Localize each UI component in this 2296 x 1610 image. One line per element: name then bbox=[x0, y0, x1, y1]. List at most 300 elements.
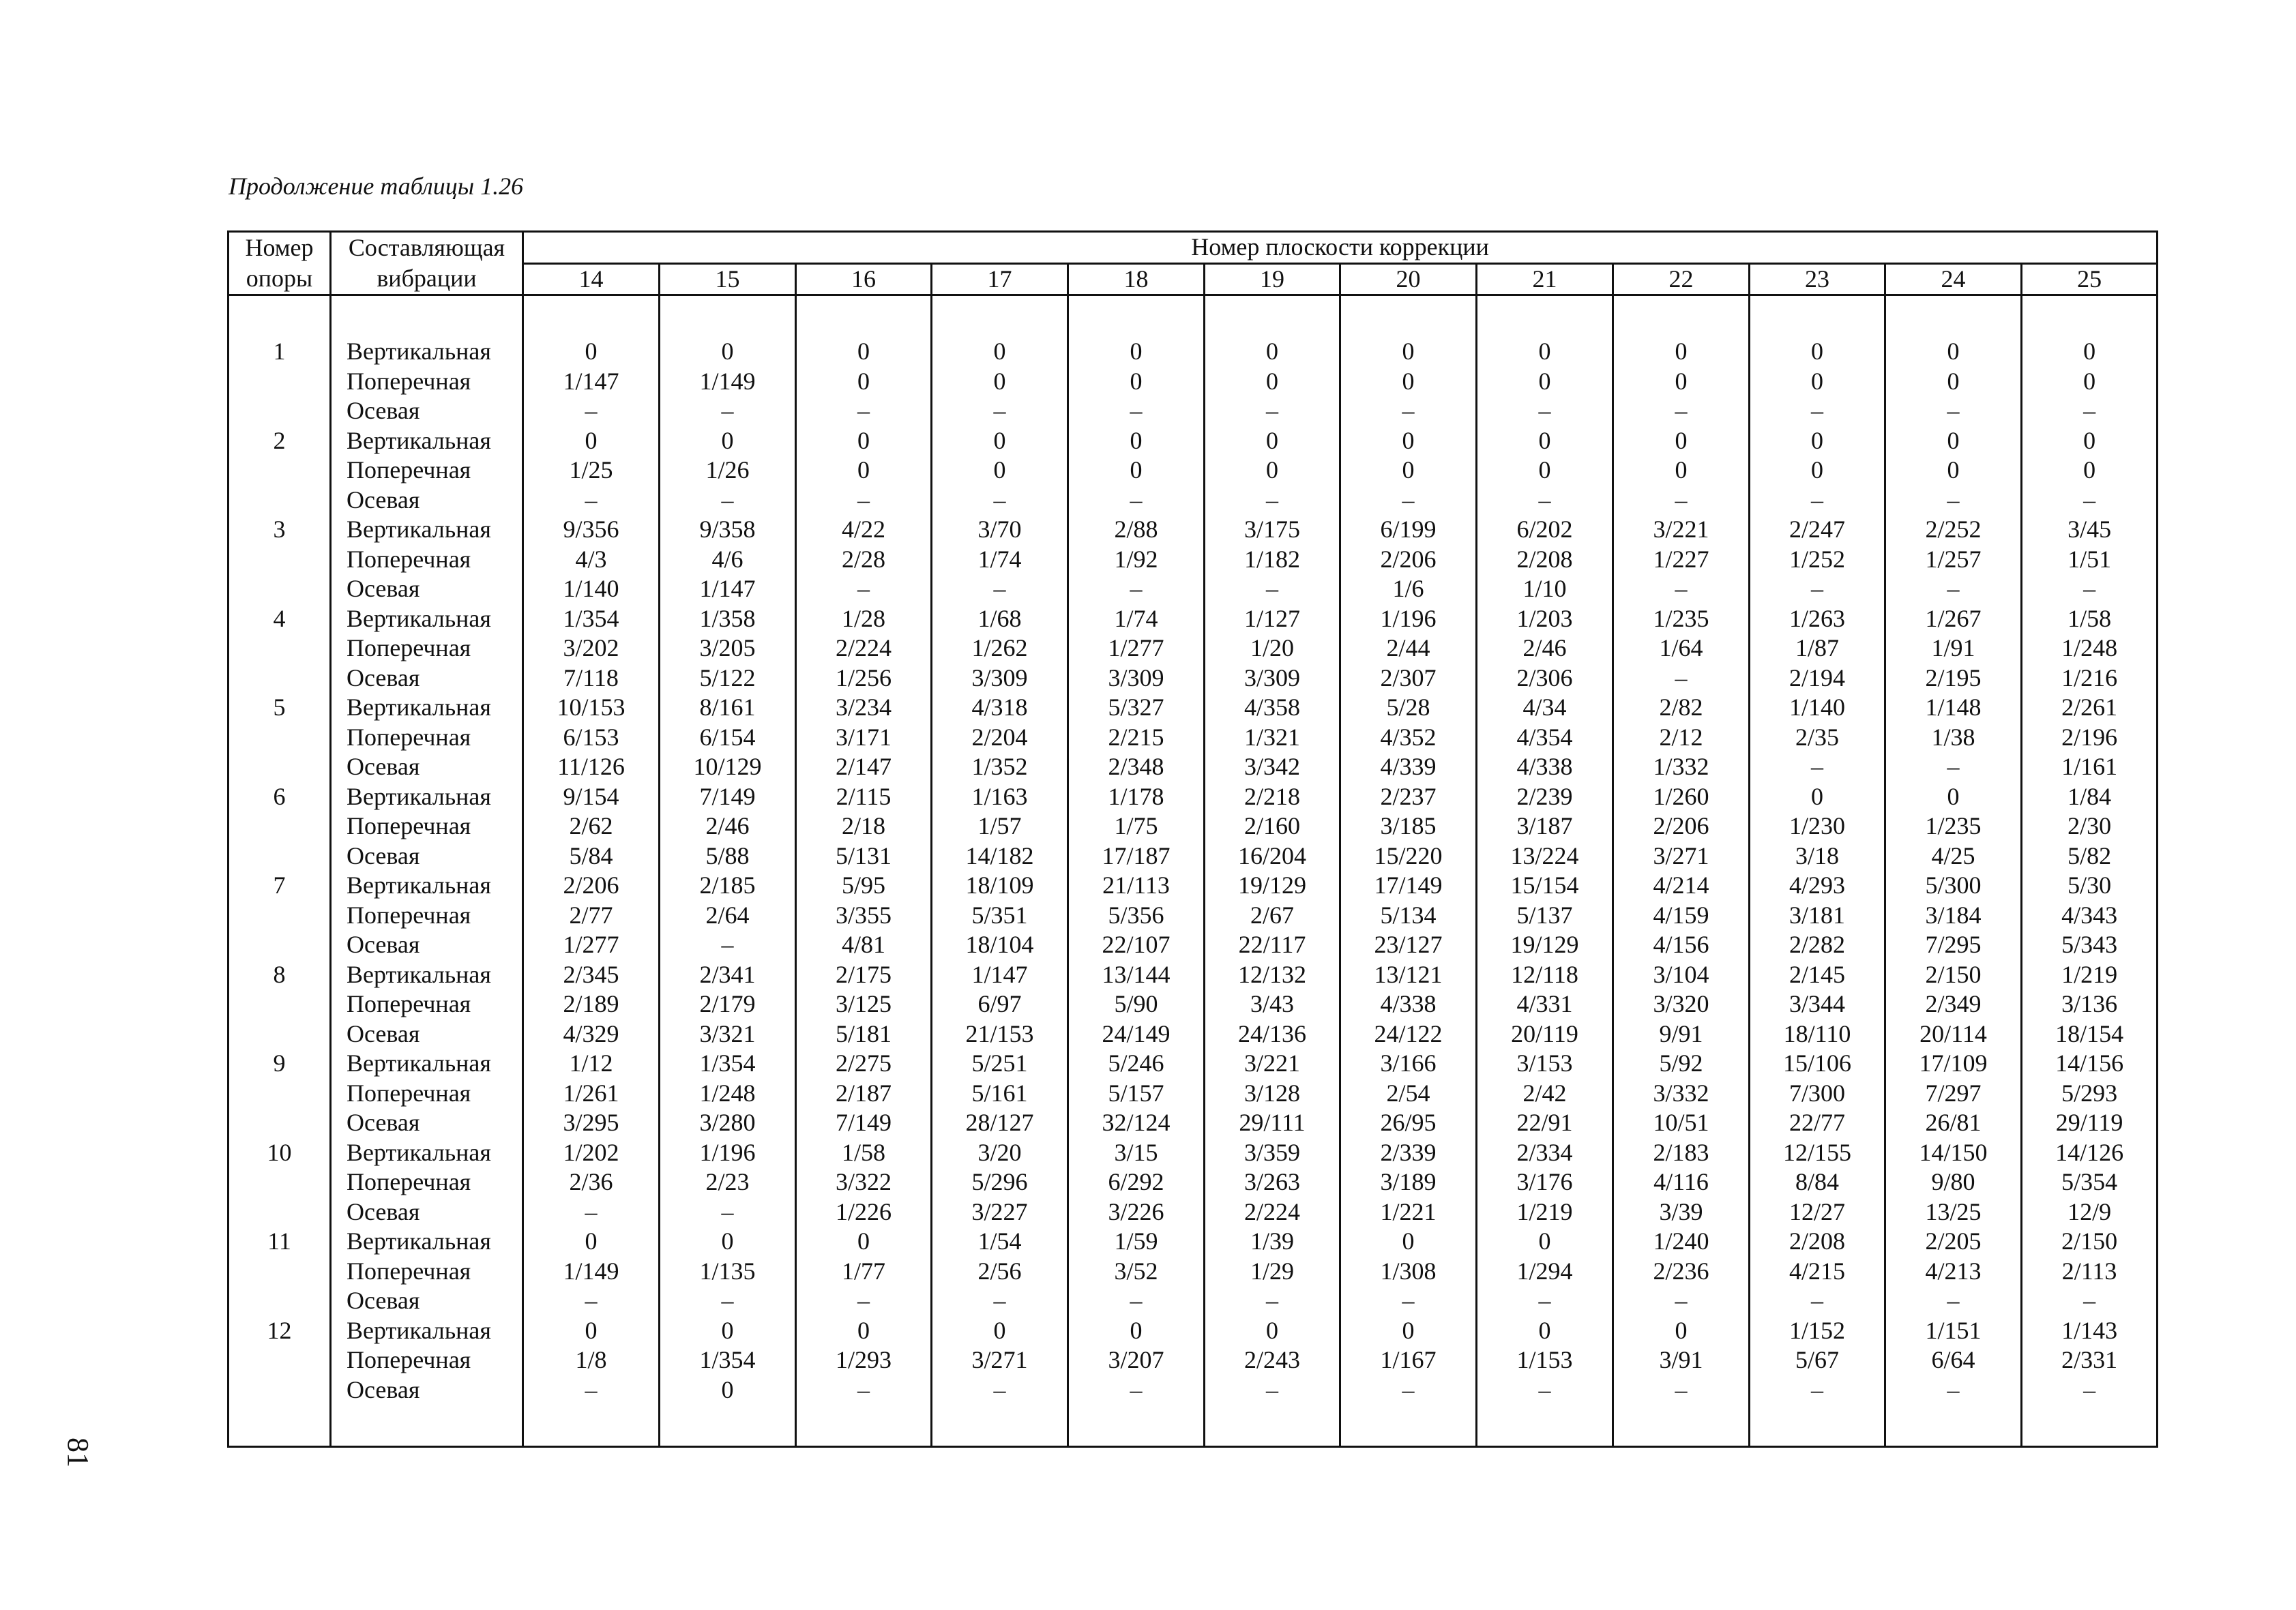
value-cell: 10/153 bbox=[523, 693, 660, 723]
value-cell: 0 bbox=[932, 1316, 1068, 1346]
value-cell: 3/181 bbox=[1750, 901, 1885, 931]
vibration-component-cell: Поперечная bbox=[331, 545, 523, 575]
support-number-cell bbox=[229, 811, 331, 841]
support-number-cell bbox=[229, 723, 331, 753]
vibration-component-cell: Осевая bbox=[331, 664, 523, 694]
value-cell: 2/175 bbox=[796, 960, 932, 990]
value-cell: 2/194 bbox=[1750, 664, 1885, 694]
value-cell: 0 bbox=[1613, 337, 1750, 367]
table-row bbox=[229, 1375, 2158, 1405]
value-cell: 11/126 bbox=[523, 752, 660, 782]
value-cell: 4/156 bbox=[1613, 930, 1750, 960]
value-cell: 4/25 bbox=[1885, 841, 2022, 871]
value-cell: 0 bbox=[1885, 456, 2022, 486]
value-cell: – bbox=[1205, 1375, 1340, 1405]
value-cell: 4/338 bbox=[1340, 989, 1477, 1019]
value-cell: 2/206 bbox=[523, 871, 660, 901]
value-cell: 3/20 bbox=[932, 1138, 1068, 1168]
table-row bbox=[229, 841, 2158, 871]
value-cell: 5/131 bbox=[796, 841, 932, 871]
value-cell: 3/45 bbox=[2022, 515, 2158, 545]
value-cell: – bbox=[1477, 486, 1613, 516]
support-number-cell bbox=[229, 1079, 331, 1109]
value-cell: 5/137 bbox=[1477, 901, 1613, 931]
vibration-component-cell: Осевая bbox=[331, 1108, 523, 1138]
value-cell: – bbox=[1613, 664, 1750, 694]
vibration-component-cell: Поперечная bbox=[331, 1345, 523, 1375]
value-cell: 1/151 bbox=[1885, 1316, 2022, 1346]
header-support-number: Номер bbox=[229, 232, 331, 264]
value-cell: – bbox=[2022, 396, 2158, 426]
value-cell: 0 bbox=[1477, 367, 1613, 397]
support-number-cell bbox=[229, 752, 331, 782]
value-cell: 0 bbox=[1613, 426, 1750, 456]
vibration-component-cell: Осевая bbox=[331, 1197, 523, 1227]
value-cell: – bbox=[796, 396, 932, 426]
value-cell: 0 bbox=[523, 337, 660, 367]
table-row bbox=[229, 1345, 2158, 1375]
value-cell: 3/189 bbox=[1340, 1167, 1477, 1197]
value-cell: 5/354 bbox=[2022, 1167, 2158, 1197]
table-row bbox=[229, 1167, 2158, 1197]
vibration-component-cell: Осевая bbox=[331, 1019, 523, 1049]
value-cell: 7/149 bbox=[796, 1108, 932, 1138]
value-cell: – bbox=[1885, 396, 2022, 426]
value-cell: 9/91 bbox=[1613, 1019, 1750, 1049]
value-cell: 4/331 bbox=[1477, 989, 1613, 1019]
table-row bbox=[229, 1257, 2158, 1287]
value-cell: 1/148 bbox=[1885, 693, 2022, 723]
header-plane-number: 14 bbox=[523, 263, 660, 295]
value-cell: 2/345 bbox=[523, 960, 660, 990]
value-cell: 24/149 bbox=[1068, 1019, 1205, 1049]
correction-plane-table bbox=[227, 230, 2158, 1448]
value-cell: 12/155 bbox=[1750, 1138, 1885, 1168]
value-cell: 24/122 bbox=[1340, 1019, 1477, 1049]
value-cell: 14/156 bbox=[2022, 1049, 2158, 1079]
value-cell: 3/91 bbox=[1613, 1345, 1750, 1375]
value-cell: 1/135 bbox=[660, 1257, 796, 1287]
value-cell: 3/43 bbox=[1205, 989, 1340, 1019]
value-cell: – bbox=[932, 1375, 1068, 1405]
value-cell: – bbox=[1750, 1375, 1885, 1405]
value-cell: – bbox=[1750, 396, 1885, 426]
value-cell: 1/74 bbox=[932, 545, 1068, 575]
value-cell: 0 bbox=[932, 456, 1068, 486]
value-cell: 4/318 bbox=[932, 693, 1068, 723]
value-cell: 0 bbox=[660, 1227, 796, 1257]
value-cell: 0 bbox=[1068, 1316, 1205, 1346]
value-cell: 5/161 bbox=[932, 1079, 1068, 1109]
value-cell: 1/167 bbox=[1340, 1345, 1477, 1375]
value-cell: 14/182 bbox=[932, 841, 1068, 871]
value-cell: 2/82 bbox=[1613, 693, 1750, 723]
value-cell: 2/306 bbox=[1477, 664, 1613, 694]
value-cell: 2/35 bbox=[1750, 723, 1885, 753]
value-cell: 1/308 bbox=[1340, 1257, 1477, 1287]
support-number-cell: 6 bbox=[229, 782, 331, 812]
value-cell: 1/352 bbox=[932, 752, 1068, 782]
value-cell: – bbox=[1205, 396, 1340, 426]
support-number-cell: 12 bbox=[229, 1316, 331, 1346]
support-number-cell bbox=[229, 396, 331, 426]
value-cell: – bbox=[1885, 1286, 2022, 1316]
table-row bbox=[229, 1108, 2158, 1138]
value-cell: 22/117 bbox=[1205, 930, 1340, 960]
value-cell: 0 bbox=[523, 426, 660, 456]
value-cell: 1/149 bbox=[660, 367, 796, 397]
vibration-component-cell: Осевая bbox=[331, 396, 523, 426]
value-cell: 2/339 bbox=[1340, 1138, 1477, 1168]
value-cell: 6/153 bbox=[523, 723, 660, 753]
value-cell: 3/280 bbox=[660, 1108, 796, 1138]
value-cell: 2/18 bbox=[796, 811, 932, 841]
vibration-component-cell: Поперечная bbox=[331, 1079, 523, 1109]
support-number-cell bbox=[229, 1257, 331, 1287]
value-cell: 2/54 bbox=[1340, 1079, 1477, 1109]
value-cell: 5/300 bbox=[1885, 871, 2022, 901]
value-cell: 17/187 bbox=[1068, 841, 1205, 871]
value-cell: 2/252 bbox=[1885, 515, 2022, 545]
value-cell: 1/262 bbox=[932, 633, 1068, 664]
value-cell: 5/67 bbox=[1750, 1345, 1885, 1375]
value-cell: 13/25 bbox=[1885, 1197, 2022, 1227]
value-cell: 22/91 bbox=[1477, 1108, 1613, 1138]
value-cell: – bbox=[796, 1375, 932, 1405]
value-cell: 18/154 bbox=[2022, 1019, 2158, 1049]
vibration-component-cell: Вертикальная bbox=[331, 1227, 523, 1257]
value-cell: 3/263 bbox=[1205, 1167, 1340, 1197]
value-cell: 12/9 bbox=[2022, 1197, 2158, 1227]
value-cell: 4/338 bbox=[1477, 752, 1613, 782]
value-cell: 1/294 bbox=[1477, 1257, 1613, 1287]
value-cell: 2/185 bbox=[660, 871, 796, 901]
value-cell: 3/171 bbox=[796, 723, 932, 753]
value-cell: – bbox=[1613, 396, 1750, 426]
value-cell: – bbox=[660, 930, 796, 960]
value-cell: 1/29 bbox=[1205, 1257, 1340, 1287]
value-cell: 2/307 bbox=[1340, 664, 1477, 694]
value-cell: 3/18 bbox=[1750, 841, 1885, 871]
value-cell: – bbox=[1885, 486, 2022, 516]
value-cell: – bbox=[1613, 486, 1750, 516]
value-cell: 1/147 bbox=[932, 960, 1068, 990]
vibration-component-cell: Осевая bbox=[331, 1375, 523, 1405]
value-cell: 2/189 bbox=[523, 989, 660, 1019]
table-row bbox=[229, 545, 2158, 575]
value-cell: 5/95 bbox=[796, 871, 932, 901]
value-cell: 0 bbox=[1885, 337, 2022, 367]
table-row bbox=[229, 456, 2158, 486]
value-cell: 1/354 bbox=[523, 604, 660, 634]
value-cell: – bbox=[523, 486, 660, 516]
value-cell: – bbox=[1068, 1286, 1205, 1316]
value-cell: 3/202 bbox=[523, 633, 660, 664]
value-cell: 1/26 bbox=[660, 456, 796, 486]
value-cell: 5/30 bbox=[2022, 871, 2158, 901]
value-cell: 2/187 bbox=[796, 1079, 932, 1109]
vibration-component-cell: Вертикальная bbox=[331, 337, 523, 367]
value-cell: – bbox=[1885, 1375, 2022, 1405]
support-number-cell: 7 bbox=[229, 871, 331, 901]
value-cell: 9/154 bbox=[523, 782, 660, 812]
value-cell: 4/34 bbox=[1477, 693, 1613, 723]
value-cell: – bbox=[1613, 1375, 1750, 1405]
value-cell: 3/125 bbox=[796, 989, 932, 1019]
value-cell: 2/46 bbox=[1477, 633, 1613, 664]
value-cell: 1/140 bbox=[523, 574, 660, 604]
value-cell: 1/59 bbox=[1068, 1227, 1205, 1257]
vibration-component-cell: Вертикальная bbox=[331, 1138, 523, 1168]
value-cell: 1/235 bbox=[1885, 811, 2022, 841]
value-cell: 2/247 bbox=[1750, 515, 1885, 545]
value-cell: 3/295 bbox=[523, 1108, 660, 1138]
bottom-spacer-row bbox=[229, 1405, 2158, 1447]
value-cell: – bbox=[1750, 486, 1885, 516]
support-number-cell bbox=[229, 664, 331, 694]
table-row bbox=[229, 486, 2158, 516]
value-cell: 1/161 bbox=[2022, 752, 2158, 782]
vibration-component-cell: Вертикальная bbox=[331, 960, 523, 990]
header-plane-number: 22 bbox=[1613, 263, 1750, 295]
value-cell: 8/84 bbox=[1750, 1167, 1885, 1197]
table-row bbox=[229, 367, 2158, 397]
table-row bbox=[229, 1286, 2158, 1316]
value-cell: 1/226 bbox=[796, 1197, 932, 1227]
support-number-cell bbox=[229, 901, 331, 931]
value-cell: 0 bbox=[523, 1316, 660, 1346]
value-cell: – bbox=[1340, 486, 1477, 516]
value-cell: 5/356 bbox=[1068, 901, 1205, 931]
support-number-cell: 8 bbox=[229, 960, 331, 990]
value-cell: 5/122 bbox=[660, 664, 796, 694]
value-cell: – bbox=[660, 486, 796, 516]
value-cell: 2/56 bbox=[932, 1257, 1068, 1287]
table-row bbox=[229, 515, 2158, 545]
value-cell: 7/295 bbox=[1885, 930, 2022, 960]
value-cell: 3/342 bbox=[1205, 752, 1340, 782]
value-cell: 2/261 bbox=[2022, 693, 2158, 723]
value-cell: 15/154 bbox=[1477, 871, 1613, 901]
value-cell: 5/28 bbox=[1340, 693, 1477, 723]
value-cell: 7/149 bbox=[660, 782, 796, 812]
header-plane-number: 17 bbox=[932, 263, 1068, 295]
value-cell: 1/74 bbox=[1068, 604, 1205, 634]
table-row bbox=[229, 1197, 2158, 1227]
value-cell: – bbox=[1068, 1375, 1205, 1405]
value-cell: 1/127 bbox=[1205, 604, 1340, 634]
value-cell: 19/129 bbox=[1477, 930, 1613, 960]
value-cell: 2/62 bbox=[523, 811, 660, 841]
value-cell: 3/52 bbox=[1068, 1257, 1205, 1287]
value-cell: 4/22 bbox=[796, 515, 932, 545]
value-cell: 0 bbox=[796, 337, 932, 367]
value-cell: 20/119 bbox=[1477, 1019, 1613, 1049]
vibration-component-cell: Вертикальная bbox=[331, 1049, 523, 1079]
value-cell: 0 bbox=[660, 1316, 796, 1346]
value-cell: 5/343 bbox=[2022, 930, 2158, 960]
table-row bbox=[229, 1138, 2158, 1168]
value-cell: 1/12 bbox=[523, 1049, 660, 1079]
table-row bbox=[229, 782, 2158, 812]
value-cell: 5/90 bbox=[1068, 989, 1205, 1019]
value-cell: 17/149 bbox=[1340, 871, 1477, 901]
value-cell: 3/271 bbox=[1613, 841, 1750, 871]
header-plane-number: 23 bbox=[1750, 263, 1885, 295]
support-number-cell bbox=[229, 486, 331, 516]
value-cell: 0 bbox=[1205, 426, 1340, 456]
value-cell: 1/25 bbox=[523, 456, 660, 486]
value-cell: 15/106 bbox=[1750, 1049, 1885, 1079]
value-cell: 2/224 bbox=[1205, 1197, 1340, 1227]
value-cell: 16/204 bbox=[1205, 841, 1340, 871]
value-cell: 2/195 bbox=[1885, 664, 2022, 694]
value-cell: 2/239 bbox=[1477, 782, 1613, 812]
value-cell: 1/261 bbox=[523, 1079, 660, 1109]
value-cell: 0 bbox=[1477, 1227, 1613, 1257]
table-row bbox=[229, 337, 2158, 367]
value-cell: – bbox=[932, 396, 1068, 426]
support-number-cell bbox=[229, 841, 331, 871]
value-cell: 0 bbox=[1750, 456, 1885, 486]
value-cell: 3/332 bbox=[1613, 1079, 1750, 1109]
support-number-cell: 10 bbox=[229, 1138, 331, 1168]
value-cell: 5/293 bbox=[2022, 1079, 2158, 1109]
value-cell: 3/271 bbox=[932, 1345, 1068, 1375]
value-cell: 1/248 bbox=[660, 1079, 796, 1109]
header-support-number-line2: опоры bbox=[229, 263, 331, 295]
value-cell: – bbox=[1477, 396, 1613, 426]
value-cell: 1/257 bbox=[1885, 545, 2022, 575]
value-cell: 6/202 bbox=[1477, 515, 1613, 545]
vibration-component-cell: Поперечная bbox=[331, 989, 523, 1019]
value-cell: – bbox=[1613, 1286, 1750, 1316]
value-cell: 1/75 bbox=[1068, 811, 1205, 841]
value-cell: 4/3 bbox=[523, 545, 660, 575]
value-cell: 1/51 bbox=[2022, 545, 2158, 575]
value-cell: 2/67 bbox=[1205, 901, 1340, 931]
value-cell: 4/214 bbox=[1613, 871, 1750, 901]
value-cell: 0 bbox=[932, 367, 1068, 397]
vibration-component-cell: Вертикальная bbox=[331, 782, 523, 812]
value-cell: 3/128 bbox=[1205, 1079, 1340, 1109]
value-cell: 2/115 bbox=[796, 782, 932, 812]
support-number-cell: 9 bbox=[229, 1049, 331, 1079]
value-cell: 1/58 bbox=[796, 1138, 932, 1168]
value-cell: 0 bbox=[1068, 456, 1205, 486]
value-cell: 2/12 bbox=[1613, 723, 1750, 753]
vibration-component-cell: Поперечная bbox=[331, 367, 523, 397]
table-row bbox=[229, 1227, 2158, 1257]
value-cell: 0 bbox=[1750, 426, 1885, 456]
vibration-component-cell: Осевая bbox=[331, 752, 523, 782]
value-cell: 1/38 bbox=[1885, 723, 2022, 753]
value-cell: 0 bbox=[796, 367, 932, 397]
value-cell: 0 bbox=[1750, 367, 1885, 397]
value-cell: 3/234 bbox=[796, 693, 932, 723]
value-cell: 9/358 bbox=[660, 515, 796, 545]
header-plane-number: 25 bbox=[2022, 263, 2158, 295]
support-number-cell bbox=[229, 1345, 331, 1375]
value-cell: – bbox=[1340, 1286, 1477, 1316]
table-row bbox=[229, 752, 2158, 782]
value-cell: 3/355 bbox=[796, 901, 932, 931]
value-cell: 0 bbox=[796, 426, 932, 456]
value-cell: 1/152 bbox=[1750, 1316, 1885, 1346]
value-cell: 5/246 bbox=[1068, 1049, 1205, 1079]
value-cell: 0 bbox=[2022, 456, 2158, 486]
value-cell: 3/184 bbox=[1885, 901, 2022, 931]
value-cell: 3/15 bbox=[1068, 1138, 1205, 1168]
value-cell: 13/121 bbox=[1340, 960, 1477, 990]
value-cell: 2/150 bbox=[2022, 1227, 2158, 1257]
value-cell: 2/206 bbox=[1613, 811, 1750, 841]
vibration-component-cell: Осевая bbox=[331, 841, 523, 871]
value-cell: 2/42 bbox=[1477, 1079, 1613, 1109]
value-cell: 2/196 bbox=[2022, 723, 2158, 753]
header-plane-number: 20 bbox=[1340, 263, 1477, 295]
value-cell: 1/182 bbox=[1205, 545, 1340, 575]
value-cell: 1/332 bbox=[1613, 752, 1750, 782]
value-cell: 1/178 bbox=[1068, 782, 1205, 812]
support-number-cell bbox=[229, 1167, 331, 1197]
table-row bbox=[229, 1079, 2158, 1109]
value-cell: – bbox=[660, 1286, 796, 1316]
value-cell: 1/321 bbox=[1205, 723, 1340, 753]
value-cell: 12/118 bbox=[1477, 960, 1613, 990]
value-cell: 3/205 bbox=[660, 633, 796, 664]
value-cell: 2/204 bbox=[932, 723, 1068, 753]
support-number-cell bbox=[229, 456, 331, 486]
value-cell: 0 bbox=[932, 337, 1068, 367]
table-row bbox=[229, 930, 2158, 960]
value-cell: 6/292 bbox=[1068, 1167, 1205, 1197]
table-row bbox=[229, 1049, 2158, 1079]
table-row bbox=[229, 989, 2158, 1019]
value-cell: 3/309 bbox=[1068, 664, 1205, 694]
support-number-cell bbox=[229, 367, 331, 397]
value-cell: 0 bbox=[1340, 456, 1477, 486]
value-cell: 0 bbox=[1340, 367, 1477, 397]
value-cell: 14/126 bbox=[2022, 1138, 2158, 1168]
table-row bbox=[229, 633, 2158, 664]
value-cell: 5/181 bbox=[796, 1019, 932, 1049]
value-cell: 1/140 bbox=[1750, 693, 1885, 723]
value-cell: 0 bbox=[1613, 367, 1750, 397]
value-cell: 4/116 bbox=[1613, 1167, 1750, 1197]
support-number-cell bbox=[229, 1286, 331, 1316]
value-cell: 2/334 bbox=[1477, 1138, 1613, 1168]
vibration-component-cell: Осевая bbox=[331, 1286, 523, 1316]
value-cell: 1/358 bbox=[660, 604, 796, 634]
value-cell: – bbox=[796, 486, 932, 516]
spacer-row bbox=[229, 295, 2158, 338]
value-cell: – bbox=[932, 574, 1068, 604]
value-cell: – bbox=[796, 1286, 932, 1316]
value-cell: 1/252 bbox=[1750, 545, 1885, 575]
table-row bbox=[229, 723, 2158, 753]
value-cell: 21/113 bbox=[1068, 871, 1205, 901]
value-cell: 4/159 bbox=[1613, 901, 1750, 931]
value-cell: 17/109 bbox=[1885, 1049, 2022, 1079]
value-cell: 0 bbox=[1205, 337, 1340, 367]
value-cell: 2/23 bbox=[660, 1167, 796, 1197]
value-cell: 1/8 bbox=[523, 1345, 660, 1375]
support-number-cell: 11 bbox=[229, 1227, 331, 1257]
value-cell: 2/349 bbox=[1885, 989, 2022, 1019]
value-cell: 26/81 bbox=[1885, 1108, 2022, 1138]
value-cell: 2/46 bbox=[660, 811, 796, 841]
